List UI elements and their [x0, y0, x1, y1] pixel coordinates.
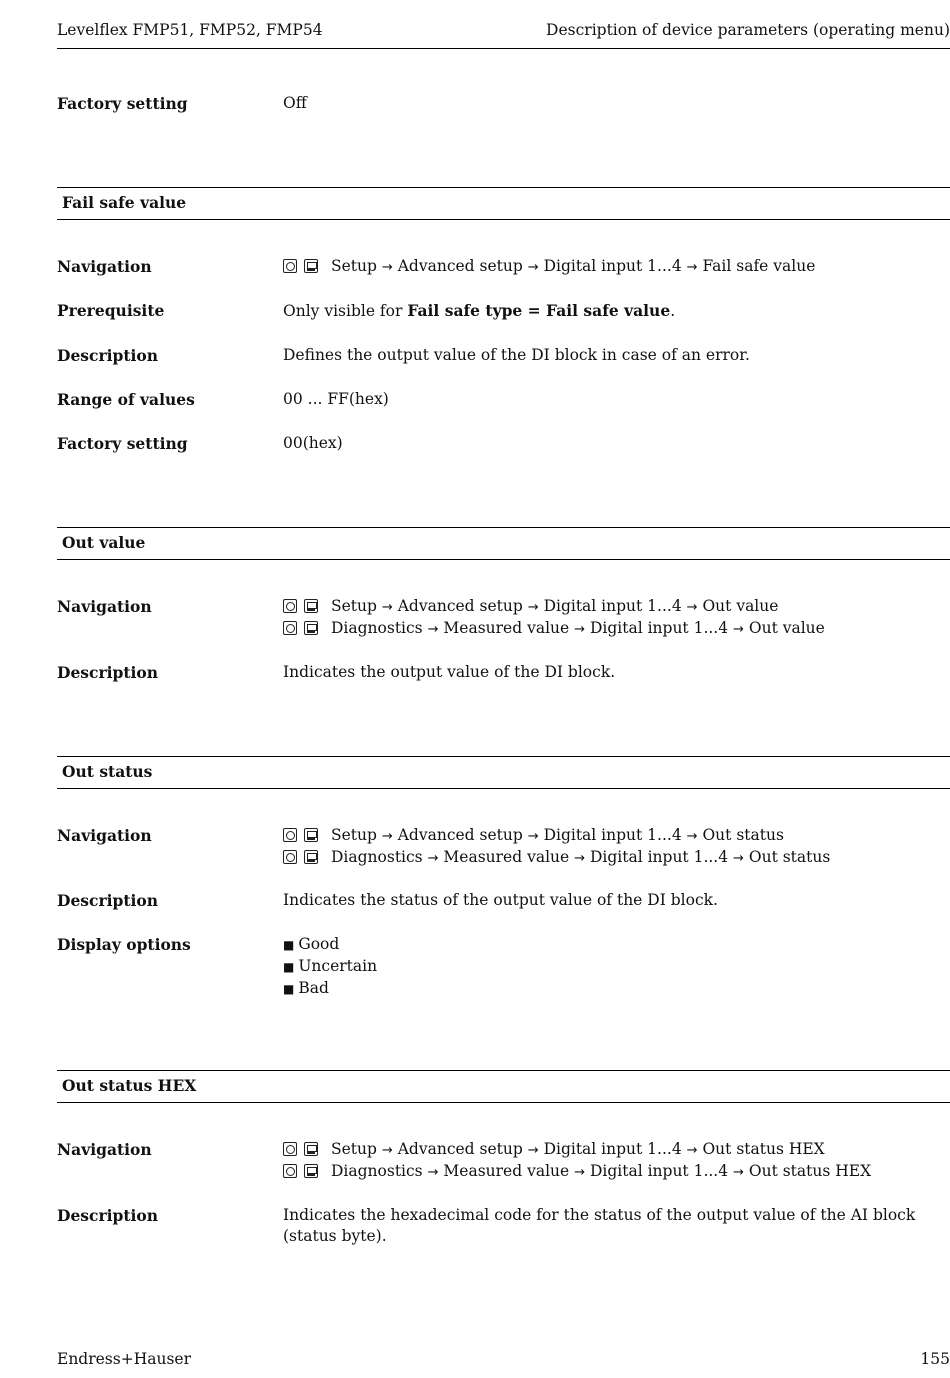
- nav-step: Diagnostics: [331, 848, 423, 866]
- section-title: Fail safe value: [62, 193, 187, 212]
- nav-step: Fail safe value: [702, 257, 816, 275]
- arrow-right-icon: →: [686, 1143, 698, 1158]
- list-item: [283, 956, 950, 978]
- nav-step: Advanced setup: [397, 597, 523, 615]
- navigation-paths: [283, 596, 950, 640]
- nav-step: Setup: [331, 1140, 377, 1158]
- chapter-title: Description of device parameters (operating menu): [546, 21, 950, 39]
- description-label: Description: [57, 891, 159, 910]
- display-options-label: Display options: [57, 935, 191, 954]
- arrow-right-icon: →: [527, 829, 539, 844]
- display-icon: [304, 599, 318, 613]
- arrow-right-icon: →: [381, 1143, 393, 1158]
- nav-step: Setup: [331, 257, 377, 275]
- page-header: [57, 19, 950, 49]
- nav-step: Digital input 1...4: [543, 1140, 682, 1158]
- description-label: Description: [57, 1206, 159, 1225]
- section-fail-safe-value: [57, 187, 950, 220]
- display-icon: [304, 1164, 318, 1178]
- description-value: Indicates the output value of the DI block.: [283, 663, 616, 681]
- prerequisite-prefix: Only visible for: [283, 302, 408, 320]
- navigation-label: Navigation: [57, 597, 152, 616]
- description-value: Indicates the hexadecimal code for the status of the output value of the AI block (status byte).: [283, 1206, 916, 1245]
- nav-step: Out value: [702, 597, 779, 615]
- arrow-right-icon: →: [381, 600, 393, 615]
- section-out-status: [57, 756, 950, 789]
- prerequisite-condition: Fail safe type = Fail safe value: [407, 301, 671, 320]
- option-text: Good: [298, 935, 340, 953]
- navigation-label: Navigation: [57, 826, 152, 845]
- prerequisite-value: [283, 300, 950, 322]
- arrow-right-icon: →: [574, 851, 586, 866]
- description-value: Indicates the status of the output value of the DI block.: [283, 891, 718, 909]
- arrow-right-icon: →: [427, 851, 439, 866]
- section-out-value: [57, 527, 950, 560]
- keypad-icon: [283, 259, 297, 273]
- navigation-path: [283, 596, 950, 618]
- bullet-icon: ■: [283, 938, 295, 952]
- description-label: Description: [57, 663, 159, 682]
- navigation-path: [283, 256, 950, 278]
- display-icon: [304, 828, 318, 842]
- nav-step: Out status HEX: [748, 1162, 872, 1180]
- arrow-right-icon: →: [527, 600, 539, 615]
- nav-step: Advanced setup: [397, 1140, 523, 1158]
- company-name: Endress+Hauser: [57, 1350, 191, 1368]
- description-label: Description: [57, 346, 159, 365]
- page-number: 155: [920, 1350, 950, 1368]
- navigation-paths: [283, 825, 950, 869]
- nav-step: Setup: [331, 597, 377, 615]
- nav-step: Digital input 1...4: [589, 619, 729, 637]
- navigation-paths: [283, 1139, 950, 1183]
- nav-step: Digital input 1...4: [543, 826, 682, 844]
- navigation-path: [283, 825, 950, 847]
- arrow-right-icon: →: [527, 1143, 539, 1158]
- display-icon: [304, 850, 318, 864]
- arrow-right-icon: →: [427, 1165, 439, 1180]
- display-icon: [304, 1142, 318, 1156]
- list-item: [283, 934, 950, 956]
- description-value: Defines the output value of the DI block in case of an error.: [283, 346, 750, 364]
- navigation-path: [283, 618, 950, 640]
- section-title: Out value: [62, 533, 146, 552]
- nav-step: Out status: [702, 826, 784, 844]
- bullet-icon: ■: [283, 960, 295, 974]
- option-text: Uncertain: [298, 957, 378, 975]
- navigation-path: [283, 1161, 950, 1183]
- navigation-label: Navigation: [57, 1140, 152, 1159]
- display-icon: [304, 621, 318, 635]
- display-options-list: [283, 934, 950, 1000]
- navigation-path: [283, 1139, 950, 1161]
- nav-step: Digital input 1...4: [589, 848, 729, 866]
- nav-step: Measured value: [443, 848, 570, 866]
- nav-step: Measured value: [443, 1162, 570, 1180]
- arrow-right-icon: →: [686, 600, 698, 615]
- nav-step: Diagnostics: [331, 619, 423, 637]
- arrow-right-icon: →: [686, 829, 698, 844]
- arrow-right-icon: →: [527, 260, 539, 275]
- keypad-icon: [283, 599, 297, 613]
- keypad-icon: [283, 828, 297, 842]
- arrow-right-icon: →: [686, 260, 698, 275]
- arrow-right-icon: →: [733, 622, 744, 637]
- nav-step: Out value: [748, 619, 825, 637]
- keypad-icon: [283, 850, 297, 864]
- nav-step: Advanced setup: [397, 826, 523, 844]
- factory-setting-value: 00(hex): [283, 434, 343, 452]
- nav-step: Out status: [748, 848, 831, 866]
- option-text: Bad: [298, 979, 329, 997]
- nav-step: Measured value: [443, 619, 570, 637]
- keypad-icon: [283, 1164, 297, 1178]
- nav-step: Diagnostics: [331, 1162, 423, 1180]
- keypad-icon: [283, 1142, 297, 1156]
- factory-setting-value: Off: [283, 94, 307, 112]
- prerequisite-label: Prerequisite: [57, 301, 165, 320]
- section-title: Out status: [62, 762, 153, 781]
- nav-step: Digital input 1...4: [589, 1162, 729, 1180]
- nav-step: Setup: [331, 826, 377, 844]
- arrow-right-icon: →: [733, 1165, 744, 1180]
- keypad-icon: [283, 621, 297, 635]
- bullet-icon: ■: [283, 982, 295, 996]
- prerequisite-suffix: .: [670, 302, 676, 320]
- arrow-right-icon: →: [574, 1165, 586, 1180]
- navigation-path: [283, 847, 950, 869]
- arrow-right-icon: →: [381, 829, 393, 844]
- arrow-right-icon: →: [427, 622, 439, 637]
- navigation-paths: [283, 256, 950, 278]
- range-value: 00 ... FF(hex): [283, 390, 389, 408]
- section-out-status-hex: [57, 1070, 950, 1103]
- nav-step: Digital input 1...4: [543, 597, 682, 615]
- factory-setting-label: Factory setting: [57, 94, 188, 113]
- display-icon: [304, 259, 318, 273]
- document-title: Levelflex FMP51, FMP52, FMP54: [57, 21, 323, 39]
- range-label: Range of values: [57, 390, 195, 409]
- nav-step: Out status HEX: [702, 1140, 825, 1158]
- factory-setting-label: Factory setting: [57, 434, 188, 453]
- nav-step: Advanced setup: [397, 257, 523, 275]
- arrow-right-icon: →: [733, 851, 744, 866]
- navigation-label: Navigation: [57, 257, 152, 276]
- list-item: [283, 978, 950, 1000]
- arrow-right-icon: →: [381, 260, 393, 275]
- section-title: Out status HEX: [62, 1076, 197, 1095]
- arrow-right-icon: →: [574, 622, 586, 637]
- nav-step: Digital input 1...4: [543, 257, 682, 275]
